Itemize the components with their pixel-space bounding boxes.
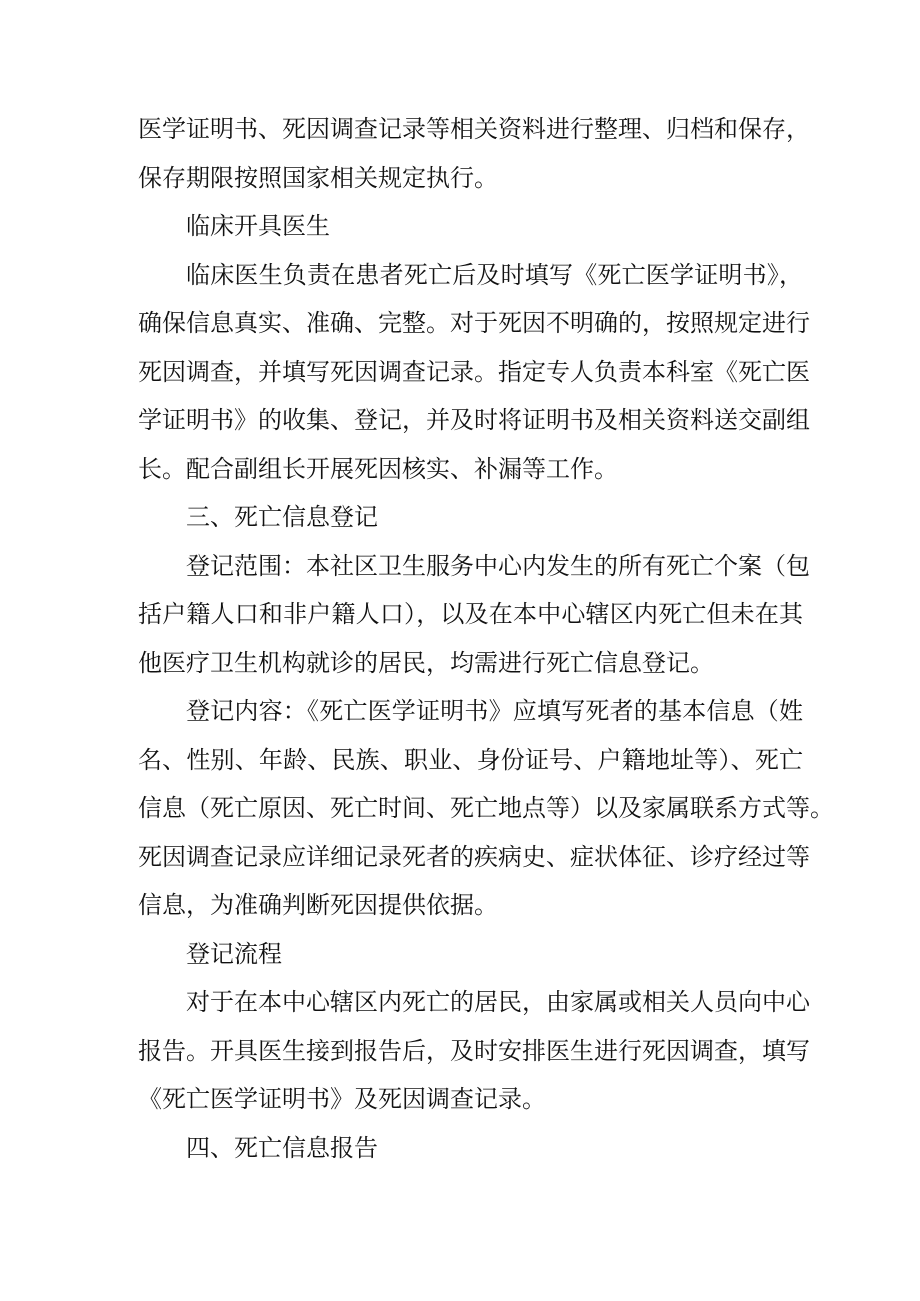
text-line: 他医疗卫生机构就诊的居民，均需进行死亡信息登记。 xyxy=(138,648,714,677)
text-line: 登记流程 xyxy=(186,939,282,968)
text-line: 临床医生负责在患者死亡后及时填写《死亡医学证明书》， xyxy=(186,260,803,289)
text-line: 死因调查记录应详细记录死者的疾病史、症状体征、诊疗经过等 xyxy=(138,842,810,871)
text-line: 登记范围：本社区卫生服务中心内发生的所有死亡个案（包 xyxy=(186,551,810,580)
text-line: 对于在本中心辖区内死亡的居民，由家属或相关人员向中心 xyxy=(186,988,810,1016)
text-line: 四、死亡信息报告 xyxy=(186,1133,378,1162)
text-line: 医学证明书、死因调查记录等相关资料进行整理、归档和保存， xyxy=(138,115,810,143)
text-line: 保存期限按照国家相关规定执行。 xyxy=(138,163,498,192)
text-line: 名、性别、年龄、民族、职业、身份证号、户籍地址等）、死亡 xyxy=(138,745,803,774)
text-line: 报告。开具医生接到报告后，及时安排医生进行死因调查，填写 xyxy=(138,1036,810,1065)
text-line: 信息，为准确判断死因提供依据。 xyxy=(138,891,498,919)
text-line: 《死亡医学证明书》及死因调查记录。 xyxy=(138,1085,546,1113)
text-line: 死因调查，并填写死因调查记录。指定专人负责本科室《死亡医 xyxy=(138,357,810,386)
text-line: 长。配合副组长开展死因核实、补漏等工作。 xyxy=(138,454,618,483)
text-line: 临床开具医生 xyxy=(186,212,330,240)
text-line: 信息（死亡原因、死亡时间、死亡地点等）以及家属联系方式等。 xyxy=(138,794,834,822)
text-line: 登记内容：《死亡医学证明书》应填写死者的基本信息（姓 xyxy=(186,697,803,725)
text-line: 括户籍人口和非户籍人口），以及在本中心辖区内死亡但未在其 xyxy=(138,600,803,628)
text-line: 三、死亡信息登记 xyxy=(186,503,378,531)
text-line: 确保信息真实、准确、完整。对于死因不明确的，按照规定进行 xyxy=(138,309,810,337)
document-body xyxy=(138,105,834,1172)
text-line: 学证明书》的收集、登记，并及时将证明书及相关资料送交副组 xyxy=(138,406,810,434)
